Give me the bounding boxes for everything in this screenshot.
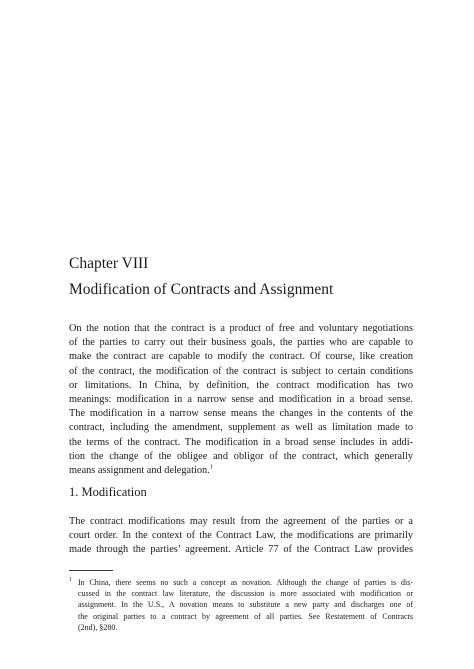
footnote-line: cussed in the contract law literature, the discussion is more associated with modification or xyxy=(78,589,413,599)
text-line: meanings: modification in a narrow sense and modification in a broad sense. xyxy=(69,394,413,406)
text-line: make the contract are capable to modify the contract. Of course, like creation xyxy=(69,351,413,363)
section-heading: 1. Modification xyxy=(69,485,147,499)
chapter-number: Chapter VIII xyxy=(69,255,149,272)
text-line: tion the change of the obligee and obligor of the contract, which generally xyxy=(69,450,413,462)
chapter-title: Modification of Contracts and Assignment xyxy=(69,281,334,298)
text-line: On the notion that the contract is a product of free and voluntary negotiations xyxy=(69,323,413,334)
section-paragraph xyxy=(69,515,413,558)
text-line: the terms of the contract. The modification in a broad sense includes in addi- xyxy=(69,436,413,448)
text-line: contract, including the amendment, supplement as well as limitation made to xyxy=(69,422,413,434)
footnote-line xyxy=(69,577,413,588)
footnote xyxy=(69,577,413,633)
intro-paragraph xyxy=(69,322,413,478)
footnote-line: the original parties to a contract by agreement of all parties. See Restatement of Contracts xyxy=(78,611,413,621)
chapter-heading xyxy=(69,255,429,307)
footnote-mark: 1 xyxy=(69,577,72,583)
footnote-line-text: In China, there seems no such a concept as novation. Although the change of parties is dis- xyxy=(78,578,413,587)
text-line: of the parties to carry out their business goals, the parties who are capable to xyxy=(69,337,413,349)
footnote-divider xyxy=(69,570,113,571)
text-line: or limitations. In China, by definition, the contract modification has two xyxy=(69,379,413,391)
text-line-content: means assignment and delegation. xyxy=(69,465,210,477)
text-line-last xyxy=(69,464,413,478)
footnote-reference[interactable]: 1 xyxy=(209,463,213,471)
text-line: court order. In the context of the Contract Law, the modifications are primarily xyxy=(69,530,413,542)
text-line: The contract modifications may result from the agreement of the parties or a xyxy=(69,516,413,527)
text-line: The modification in a narrow sense means the changes in the contents of the xyxy=(69,408,413,420)
text-line: made through the parties’ agreement. Article 77 of the Contract Law provides xyxy=(69,544,413,556)
footnote-line: (2nd), §280. xyxy=(78,622,118,632)
footnote-line: assignment. In the U.S., A novation means to substitute a new party and discharges one of xyxy=(78,600,413,610)
text-line: of the contract, the modification of the contract is subject to certain conditions xyxy=(69,365,413,377)
